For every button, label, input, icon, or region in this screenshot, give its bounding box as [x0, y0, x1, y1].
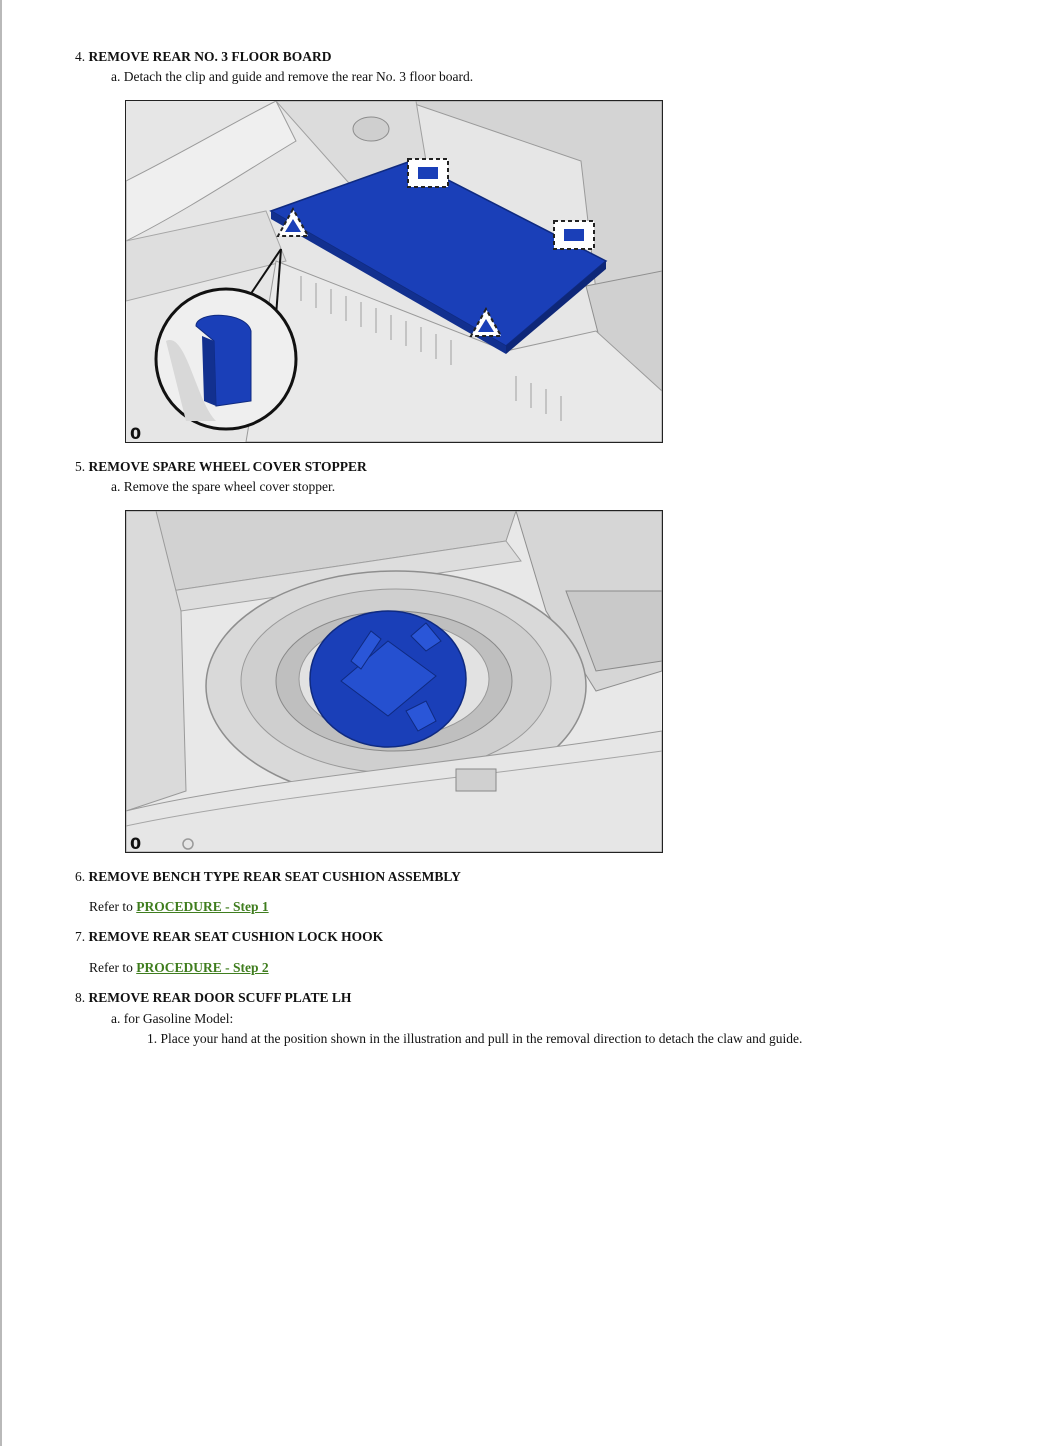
- step-8-substep: 1. Place your hand at the position shown in the illustration and pull in the removal direction to detach the claw and guide.: [147, 1031, 803, 1046]
- spare-wheel-illustration: [125, 510, 663, 853]
- step-8-heading: [75, 990, 351, 1006]
- page-left-border: [0, 0, 2, 1446]
- step-number: 8.: [75, 990, 86, 1005]
- procedure-step-1-link[interactable]: PROCEDURE - Step 1: [136, 899, 269, 914]
- step-number: 7.: [75, 929, 86, 944]
- step-title: REMOVE BENCH TYPE REAR SEAT CUSHION ASSEMBLY: [88, 869, 461, 884]
- step-title: REMOVE SPARE WHEEL COVER STOPPER: [88, 459, 367, 474]
- step-6-reference: [89, 899, 269, 915]
- step-number: 6.: [75, 869, 86, 884]
- step-8-instruction: a. for Gasoline Model:: [111, 1011, 234, 1026]
- step-number: 4.: [75, 49, 86, 64]
- step-title: REMOVE REAR NO. 3 FLOOR BOARD: [88, 49, 332, 64]
- step-7-reference: [89, 960, 269, 976]
- procedure-step-2-link[interactable]: PROCEDURE - Step 2: [136, 960, 269, 975]
- step-4-instruction: a. Detach the clip and guide and remove the rear No. 3 floor board.: [111, 69, 474, 84]
- refer-prefix: Refer to: [89, 960, 133, 975]
- step-5-heading: [75, 459, 367, 475]
- step-title: REMOVE REAR SEAT CUSHION LOCK HOOK: [88, 929, 384, 944]
- step-number: 5.: [75, 459, 86, 474]
- step-6-heading: [75, 869, 461, 885]
- svg-text:0: 0: [130, 424, 142, 442]
- refer-prefix: Refer to: [89, 899, 133, 914]
- step-title: REMOVE REAR DOOR SCUFF PLATE LH: [88, 990, 352, 1005]
- step-4-heading: [75, 49, 332, 65]
- step-7-heading: [75, 929, 383, 945]
- floor-board-illustration: [125, 100, 663, 443]
- step-5-instruction: a. Remove the spare wheel cover stopper.: [111, 479, 336, 494]
- svg-text:0: 0: [130, 834, 142, 852]
